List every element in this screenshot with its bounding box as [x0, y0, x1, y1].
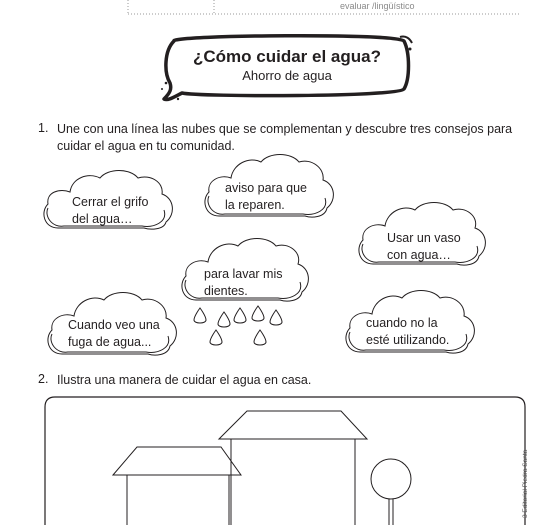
header-strip: [0, 0, 550, 16]
cloud-text-line: Usar un vaso: [387, 231, 461, 245]
page-subtitle: Ahorro de agua: [242, 68, 332, 83]
question-1-number: 1.: [38, 121, 49, 135]
cloud-text-line: la reparen.: [225, 198, 285, 212]
page-title: ¿Cómo cuidar el agua?: [193, 47, 381, 66]
cloud-card[interactable]: [353, 200, 491, 270]
question-2-text: Ilustra una manera de cuidar el agua en casa.: [57, 373, 312, 387]
cloud-card[interactable]: [42, 290, 182, 360]
header-hint: evaluar /lingüístico: [340, 1, 415, 11]
tree-icon: [371, 459, 411, 525]
cloud-text-line: para lavar mis: [204, 267, 283, 281]
cloud-text-line: Cerrar el grifo: [72, 195, 149, 209]
question-1-text: Une con una línea las nubes que se complementan y descubre tres consejos para cuidar el agua en tu comunidad.: [57, 122, 513, 153]
house-large-icon: [219, 411, 367, 525]
house-small-icon: [113, 447, 241, 525]
drawing-area[interactable]: [35, 395, 535, 525]
cloud-text-line: esté utilizando.: [366, 333, 450, 347]
cloud-text-line: cuando no la: [366, 316, 438, 330]
cloud-text-line: con agua…: [387, 248, 451, 262]
rain-drops-icon: [190, 300, 300, 350]
publisher-credit: 3 Editorial Piedra Santa: [522, 449, 529, 518]
cloud-text-line: dientes.: [204, 284, 248, 298]
cloud-text-line: Cuando veo una: [68, 318, 160, 332]
cloud-card[interactable]: [38, 166, 178, 236]
cloud-card[interactable]: [340, 288, 480, 358]
cloud-text-line: del agua…: [72, 212, 133, 226]
cloud-card[interactable]: [199, 150, 339, 222]
cloud-text-line: fuga de agua...: [68, 335, 152, 349]
cloud-card[interactable]: [176, 236, 314, 306]
cloud-text-line: aviso para que: [225, 181, 308, 195]
question-2-number: 2.: [38, 372, 49, 386]
